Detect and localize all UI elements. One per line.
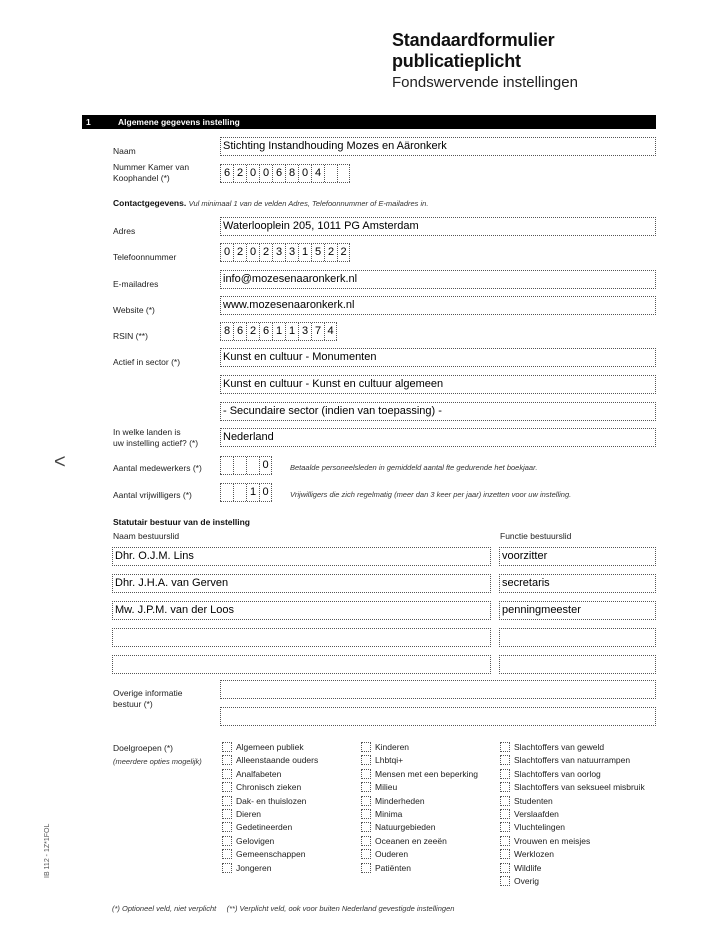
doelgroep-label: Slachtoffers van seksueel misbruik	[514, 782, 645, 793]
doelgroep-label: Mensen met een beperking	[375, 768, 479, 779]
kvk-digit[interactable]: 0	[259, 165, 272, 182]
doelgroep-checkbox[interactable]	[500, 755, 510, 765]
kvk-digit[interactable]: 6	[220, 165, 233, 182]
kvk-digit[interactable]: 4	[311, 165, 324, 182]
vrijwilligers-digit[interactable]: 0	[259, 484, 272, 501]
section-number: 1	[86, 117, 91, 127]
adres-label: Adres	[113, 226, 136, 236]
rsin-digit[interactable]: 8	[220, 323, 233, 340]
form-code: IB 112 - 1Z*1FOL	[44, 823, 51, 878]
rsin-digit[interactable]: 1	[285, 323, 298, 340]
medewerkers-label: Aantal medewerkers (*)	[113, 463, 202, 473]
doelgroep-checkbox[interactable]	[361, 755, 371, 765]
overig-label-line1: Overige informatie	[113, 688, 183, 698]
overig-label-line2: bestuur (*)	[113, 699, 153, 709]
kvk-label	[113, 162, 189, 184]
email-field[interactable]: info@mozesenaaronkerk.nl	[220, 270, 656, 289]
telefoon-field[interactable]	[220, 243, 350, 262]
section-header	[82, 115, 656, 129]
doelgroep-label: Vrouwen en meisjes	[514, 835, 591, 846]
doelgroep-checkbox[interactable]	[500, 782, 510, 792]
bestuurslid-name-3[interactable]: Mw. J.P.M. van der Loos	[112, 601, 491, 620]
vrijwilligers-label: Aantal vrijwilligers (*)	[113, 490, 192, 500]
contact-note: Vul minimaal 1 van de velden Adres, Telefoonnummer of E-mailadres in.	[188, 199, 429, 208]
doelgroep-checkbox[interactable]	[222, 809, 232, 819]
tel-digit[interactable]: 2	[259, 244, 272, 261]
doelgroep-label: Algemeen publiek	[236, 742, 304, 752]
overig-bestuur-field-1[interactable]	[220, 680, 656, 699]
tel-digit[interactable]: 0	[220, 244, 233, 261]
doelgroep-checkbox[interactable]	[222, 782, 232, 792]
rsin-digit[interactable]: 7	[311, 323, 324, 340]
telefoon-label: Telefoonnummer	[113, 252, 177, 262]
bestuur-col-name: Naam bestuurslid	[113, 531, 180, 541]
kvk-label-line1: Nummer Kamer van	[113, 162, 190, 172]
doelgroep-checkbox[interactable]	[500, 769, 510, 779]
form-title	[392, 30, 554, 72]
footer-note-required: (**) Verplicht veld, ook voor buiten Nederland gevestigde instellingen	[226, 904, 455, 913]
section-title: Algemene gegevens instelling	[118, 117, 240, 127]
doelgroep-checkbox[interactable]	[500, 876, 510, 886]
bestuurslid-func-1[interactable]: voorzitter	[499, 547, 656, 566]
rsin-digit[interactable]: 1	[272, 323, 285, 340]
bestuurslid-func-4[interactable]	[499, 628, 656, 647]
doelgroep-label: Gemeenschappen	[236, 849, 306, 860]
landen-label-line1: In welke landen is	[113, 427, 181, 437]
doelgroep-label: Minderheden	[375, 795, 425, 806]
tel-digit[interactable]: 3	[285, 244, 298, 261]
doelgroep-label: Jongeren	[236, 862, 272, 873]
website-label: Website (*)	[113, 305, 155, 315]
medewerkers-field[interactable]	[220, 456, 272, 475]
doelgroep-label: Chronisch zieken	[236, 782, 302, 793]
doelgroep-label: Gedetineerden	[236, 822, 293, 833]
kvk-digit[interactable]: 0	[246, 165, 259, 182]
chevron-left-icon: <	[54, 451, 66, 473]
doelgroep-checkbox[interactable]	[500, 849, 510, 859]
rsin-field[interactable]	[220, 322, 337, 341]
doelgroep-label: Ouderen	[375, 849, 409, 860]
bestuurslid-func-3[interactable]: penningmeester	[499, 601, 656, 620]
landen-label	[113, 427, 198, 449]
tel-digit[interactable]: 2	[233, 244, 246, 261]
medewerkers-digit[interactable]	[220, 457, 233, 474]
bestuurslid-name-5[interactable]	[112, 655, 491, 674]
bestuur-heading: Statutair bestuur van de instelling	[113, 517, 250, 527]
doelgroep-checkbox[interactable]	[361, 863, 371, 873]
doelgroep-checkbox[interactable]	[361, 822, 371, 832]
form-subtitle: Fondswervende instellingen	[392, 74, 578, 91]
sector-select-1[interactable]: Kunst en cultuur - Monumenten	[220, 348, 656, 367]
tel-digit[interactable]: 3	[272, 244, 285, 261]
kvk-digit[interactable]	[324, 165, 337, 182]
doelgroep-checkbox[interactable]	[500, 742, 510, 752]
doelgroepen-label: Doelgroepen (*)	[113, 743, 174, 753]
doelgroep-label: Overig	[514, 876, 540, 886]
doelgroep-checkbox[interactable]	[500, 822, 510, 832]
doelgroep-label: Analfabeten	[236, 768, 282, 779]
email-label: E-mailadres	[113, 279, 159, 289]
overig-bestuur-field-2[interactable]	[220, 707, 656, 726]
kvk-digit[interactable]: 2	[233, 165, 246, 182]
bestuurslid-func-2[interactable]: secretaris	[499, 574, 656, 593]
adres-field[interactable]: Waterlooplein 205, 1011 PG Amsterdam	[220, 217, 656, 236]
doelgroep-label: Dak- en thuislozen	[236, 795, 307, 806]
rsin-label: RSIN (**)	[113, 331, 148, 341]
bestuurslid-name-1[interactable]: Dhr. O.J.M. Lins	[112, 547, 491, 566]
doelgroep-checkbox[interactable]	[500, 863, 510, 873]
doelgroep-label: Wildlife	[514, 862, 542, 873]
bestuurslid-name-4[interactable]	[112, 628, 491, 647]
naam-field[interactable]: Stichting Instandhouding Mozes en Aäronkerk	[220, 137, 656, 156]
website-field[interactable]: www.mozesenaaronkerk.nl	[220, 296, 656, 315]
doelgroep-label: Slachtoffers van oorlog	[514, 768, 601, 779]
doelgroep-checkbox[interactable]	[222, 769, 232, 779]
bestuur-col-func: Functie bestuurslid	[500, 531, 572, 541]
doelgroep-checkbox[interactable]	[361, 782, 371, 792]
tel-digit[interactable]: 2	[324, 244, 337, 261]
vrijwilligers-field[interactable]	[220, 483, 272, 502]
overig-bestuur-label	[113, 688, 182, 710]
kvk-number-field[interactable]	[220, 164, 350, 183]
tel-digit[interactable]: 1	[298, 244, 311, 261]
doelgroep-checkbox[interactable]	[222, 849, 232, 859]
kvk-digit[interactable]	[337, 165, 350, 182]
doelgroep-label: Milieu	[375, 782, 398, 793]
doelgroep-label: Slachtoffers van geweld	[514, 742, 605, 752]
doelgroepen-hint: (meerdere opties mogelijk)	[113, 757, 202, 766]
doelgroep-checkbox[interactable]	[222, 863, 232, 873]
doelgroep-label: Kinderen	[375, 742, 410, 752]
vrijwilligers-digit[interactable]	[220, 484, 233, 501]
doelgroep-checkbox[interactable]	[361, 796, 371, 806]
doelgroep-label: Dieren	[236, 809, 262, 819]
kvk-digit[interactable]: 8	[285, 165, 298, 182]
doelgroep-label: Verslaafden	[514, 809, 559, 819]
vrijwilligers-digit[interactable]: 1	[246, 484, 259, 501]
doelgroep-label: Patiënten	[375, 862, 411, 873]
doelgroep-label: Alleenstaande ouders	[236, 755, 319, 766]
vrijwilligers-digit[interactable]	[233, 484, 246, 501]
naam-label: Naam	[113, 146, 136, 156]
medewerkers-hint: Betaalde personeelsleden in gemiddeld aantal fte gedurende het boekjaar.	[290, 463, 538, 472]
rsin-digit[interactable]: 4	[324, 323, 337, 340]
medewerkers-digit[interactable]	[246, 457, 259, 474]
doelgroep-checkbox[interactable]	[361, 809, 371, 819]
doelgroep-checkbox[interactable]	[222, 822, 232, 832]
sector-select-3[interactable]: - Secundaire sector (indien van toepassing) -	[220, 402, 656, 421]
doelgroep-label: Natuurgebieden	[375, 822, 436, 833]
doelgroep-label: Studenten	[514, 795, 553, 806]
landen-field[interactable]: Nederland	[220, 428, 656, 447]
footer-notes	[112, 904, 454, 913]
landen-label-line2: uw instelling actief? (*)	[113, 438, 199, 448]
tel-digit[interactable]: 2	[337, 244, 350, 261]
doelgroep-checkbox[interactable]	[222, 836, 232, 846]
kvk-label-line2: Koophandel (*)	[113, 173, 170, 183]
doelgroep-label: Vluchtelingen	[514, 822, 566, 833]
tel-digit[interactable]: 0	[246, 244, 259, 261]
doelgroep-checkbox[interactable]	[500, 809, 510, 819]
form-title-line1: Standaardformulier	[392, 30, 555, 50]
bestuurslid-func-5[interactable]	[499, 655, 656, 674]
doelgroep-label: Werklozen	[514, 849, 554, 860]
vrijwilligers-hint: Vrijwilligers die zich regelmatig (meer dan 3 keer per jaar) inzetten voor uw instelling.	[290, 490, 572, 499]
rsin-digit[interactable]: 2	[246, 323, 259, 340]
doelgroep-checkbox[interactable]	[222, 796, 232, 806]
doelgroep-label: Gelovigen	[236, 835, 275, 846]
doelgroep-label: Minima	[375, 809, 403, 819]
kvk-digit[interactable]: 0	[298, 165, 311, 182]
sector-label: Actief in sector (*)	[113, 357, 181, 367]
doelgroep-checkbox[interactable]	[361, 849, 371, 859]
doelgroep-label: Oceanen en zeeën	[375, 835, 447, 846]
rsin-digit[interactable]: 6	[233, 323, 246, 340]
tel-digit[interactable]: 5	[311, 244, 324, 261]
footer-note-optional: (*) Optioneel veld, niet verplicht	[112, 904, 217, 913]
doelgroep-checkbox[interactable]	[500, 836, 510, 846]
doelgroep-checkbox[interactable]	[222, 742, 232, 752]
doelgroep-label: Lhbtqi+	[375, 755, 404, 766]
bestuurslid-name-2[interactable]: Dhr. J.H.A. van Gerven	[112, 574, 491, 593]
kvk-digit[interactable]: 6	[272, 165, 285, 182]
sector-select-2[interactable]: Kunst en cultuur - Kunst en cultuur algemeen	[220, 375, 656, 394]
doelgroep-checkbox[interactable]	[361, 769, 371, 779]
doelgroep-label: Slachtoffers van natuurrampen	[514, 755, 631, 766]
doelgroep-checkbox[interactable]	[500, 796, 510, 806]
doelgroep-checkbox[interactable]	[361, 836, 371, 846]
rsin-digit[interactable]: 6	[259, 323, 272, 340]
contact-heading	[113, 198, 428, 209]
contact-heading-text: Contactgegevens.	[113, 198, 187, 208]
form-title-line2: publicatieplicht	[392, 51, 521, 71]
doelgroep-checkbox[interactable]	[222, 755, 232, 765]
medewerkers-digit[interactable]: 0	[259, 457, 272, 474]
doelgroep-checkbox[interactable]	[361, 742, 371, 752]
medewerkers-digit[interactable]	[233, 457, 246, 474]
rsin-digit[interactable]: 3	[298, 323, 311, 340]
